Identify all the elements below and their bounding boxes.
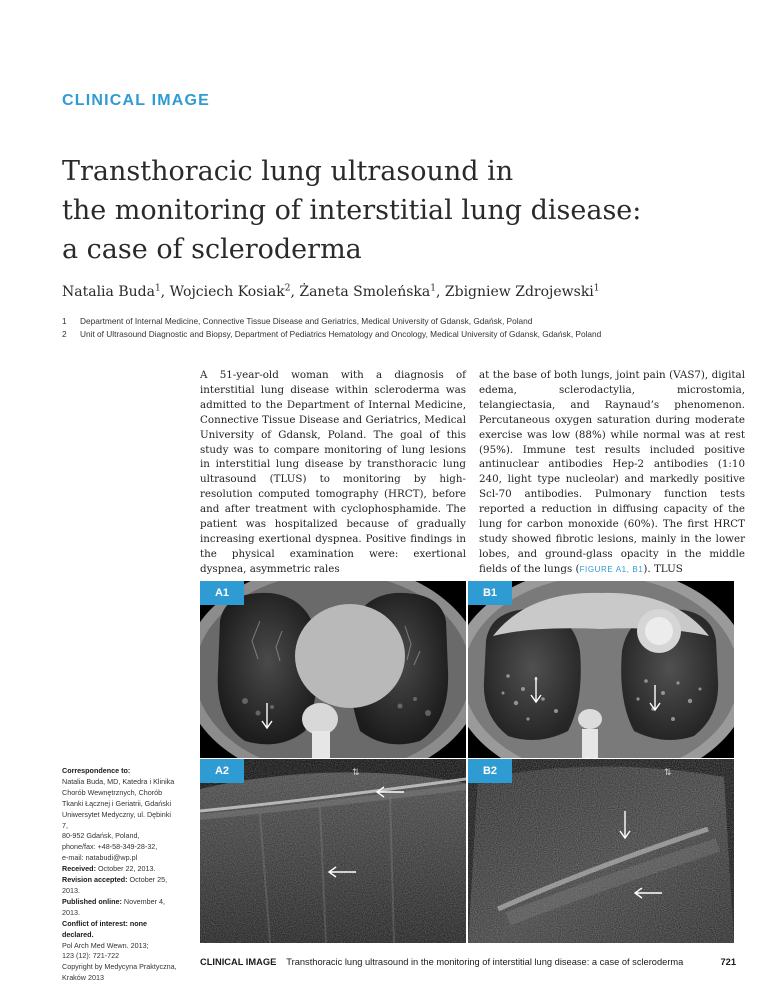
published-value: November 4, 2013.: [62, 896, 166, 917]
citation-line: Copyright by Medycyna Praktyczna,: [62, 962, 177, 972]
author-name: Żaneta Smoleńska: [299, 284, 431, 300]
affiliation-text: Department of Internal Medicine, Connective Tissue Disease and Geriatrics, Medical University of Gdansk, Gdańsk, Poland: [80, 316, 533, 326]
author-separator: ,: [290, 284, 300, 300]
ultrasound-image-a2: [200, 759, 466, 943]
author-list: [62, 284, 742, 300]
affiliation-number: 2: [62, 329, 67, 339]
correspondence-line: Chorób Wewnętrznych, Chorób: [62, 787, 163, 797]
body-text: at the base of both lungs, joint pain (VAS7), digital edema, sclerodactylia, microstomia, telangiectasia, and Raynaud’s phenomenon. Percutaneous oxygen saturation during moderate exercise was low (88%) while normal was at rest (95%). Immune test results included positive antinuclear antibodies Hep-2 antibodies (1:10 240, light type nucleolar) and markedly positive Scl-70 antibodies. Pulmonary function tests reported a reduction in diffusing capacity of the lung for carbon monoxide (60%). The first HRCT study showed fibrotic lesions, mainly in the lower lobes, and ground-glass opacity in the middle fields of the lungs (: [479, 369, 745, 575]
correspondence-sidebar: [62, 766, 178, 984]
received-label: Received:: [62, 864, 96, 874]
svg-text:⇅: ⇅: [664, 768, 672, 778]
panel-label-b2: B2: [468, 759, 512, 783]
correspondence-line: Uniwersytet Medyczny, ul. Dębinki 7,: [62, 809, 171, 830]
footer-running-title: Transthoracic lung ultrasound in the monitoring of interstitial lung disease: a case of scleroderma: [286, 957, 684, 967]
affiliation: [62, 315, 742, 328]
affiliation-text: Unit of Ultrasound Diagnostic and Biopsy, Department of Pediatrics Hematology and Oncology, Medical University of Gdansk, Gdańsk, Poland: [80, 329, 602, 339]
author-affiliation-mark: 2: [284, 283, 291, 294]
correspondence-line: Tkanki Łącznej i Geriatrii, Gdański: [62, 798, 172, 808]
author-separator: ,: [435, 284, 445, 300]
panel-label-b1: B1: [468, 581, 512, 605]
figure-panel-b1-ct: [468, 581, 734, 758]
revision-label: Revision accepted:: [62, 875, 128, 885]
citation-line: 123 (12): 721-722: [62, 951, 120, 961]
article-title: [62, 152, 742, 269]
body-text-column-2: [479, 368, 745, 578]
correspondence-line: 80-952 Gdańsk, Poland,: [62, 831, 140, 841]
figure-panel-a1-ct: [200, 581, 466, 758]
correspondence-email[interactable]: e-mail: natabudi@wp.pl: [62, 853, 138, 863]
affiliation-number: 1: [62, 316, 67, 326]
author-name: Zbigniew Zdrojewski: [444, 284, 594, 300]
published-date: [62, 897, 178, 919]
footer-section-label: CLINICAL IMAGE: [200, 957, 277, 967]
title-line: a case of scleroderma: [62, 234, 362, 265]
author-affiliation-mark: 1: [593, 283, 600, 294]
panel-label-a2: A2: [200, 759, 244, 783]
body-text: ). TLUS: [643, 562, 683, 575]
figure-panel-b2-ultrasound: [468, 759, 734, 943]
revision-value: October 25, 2013.: [62, 875, 168, 895]
citation-line: Pol Arch Med Wewn. 2013;: [62, 940, 149, 950]
page-number: 721: [720, 957, 736, 967]
affiliation: [62, 328, 742, 341]
revision-date: [62, 875, 178, 897]
figure-reference-link[interactable]: FIGURE A1, B1: [579, 564, 644, 574]
page-footer: [200, 957, 736, 967]
section-label: CLINICAL IMAGE: [62, 92, 211, 109]
title-line: the monitoring of interstitial lung disease:: [62, 195, 642, 226]
author-separator: ,: [160, 284, 170, 300]
title-line: Transthoracic lung ultrasound in: [62, 156, 514, 187]
author-affiliation-mark: 1: [154, 283, 161, 294]
received-value: October 22, 2013.: [95, 864, 156, 874]
citation-line: Kraków 2013: [62, 973, 104, 983]
received-date: [62, 864, 178, 875]
panel-label-a1: A1: [200, 581, 244, 605]
author-affiliation-mark: 1: [430, 283, 436, 294]
conflict-of-interest: Conflict of interest: none declared.: [62, 918, 148, 939]
svg-text:⇅: ⇅: [352, 768, 360, 778]
correspondence-line: Natalia Buda, MD, Katedra i Klinika: [62, 776, 175, 786]
correspondence-line: phone/fax: +48-58-349-28-32,: [62, 842, 158, 852]
ct-image-b1: [468, 581, 734, 758]
ct-image-a1: [200, 581, 466, 758]
correspondence-label: Correspondence to:: [62, 766, 131, 775]
figure-panel-a2-ultrasound: [200, 759, 466, 943]
author-name: Natalia Buda: [62, 284, 155, 300]
author-name: Wojciech Kosiak: [169, 284, 285, 300]
body-text-column-1: A 51-year-old woman with a diagnosis of interstitial lung disease within scleroderma was admitted to the Department of Internal Medicine, Connective Tissue Disease and Geriatrics, Medical University of Gdansk, Poland. The goal of this study was to compare monitoring of lung lesions in interstitial lung disease by transthoracic lung ultrasound (TLUS) to monitoring by high-resolution computed tomography (HRCT), before and after treatment with cyclophosphamide. The patient was hospitalized because of gradually increasing exertional dyspnea. Positive findings in the physical examination were: exertional dyspnea, asymmetric rales: [200, 369, 466, 575]
affiliations: [62, 315, 742, 341]
ultrasound-image-b2: [468, 759, 734, 943]
published-label: Published online:: [62, 896, 122, 906]
